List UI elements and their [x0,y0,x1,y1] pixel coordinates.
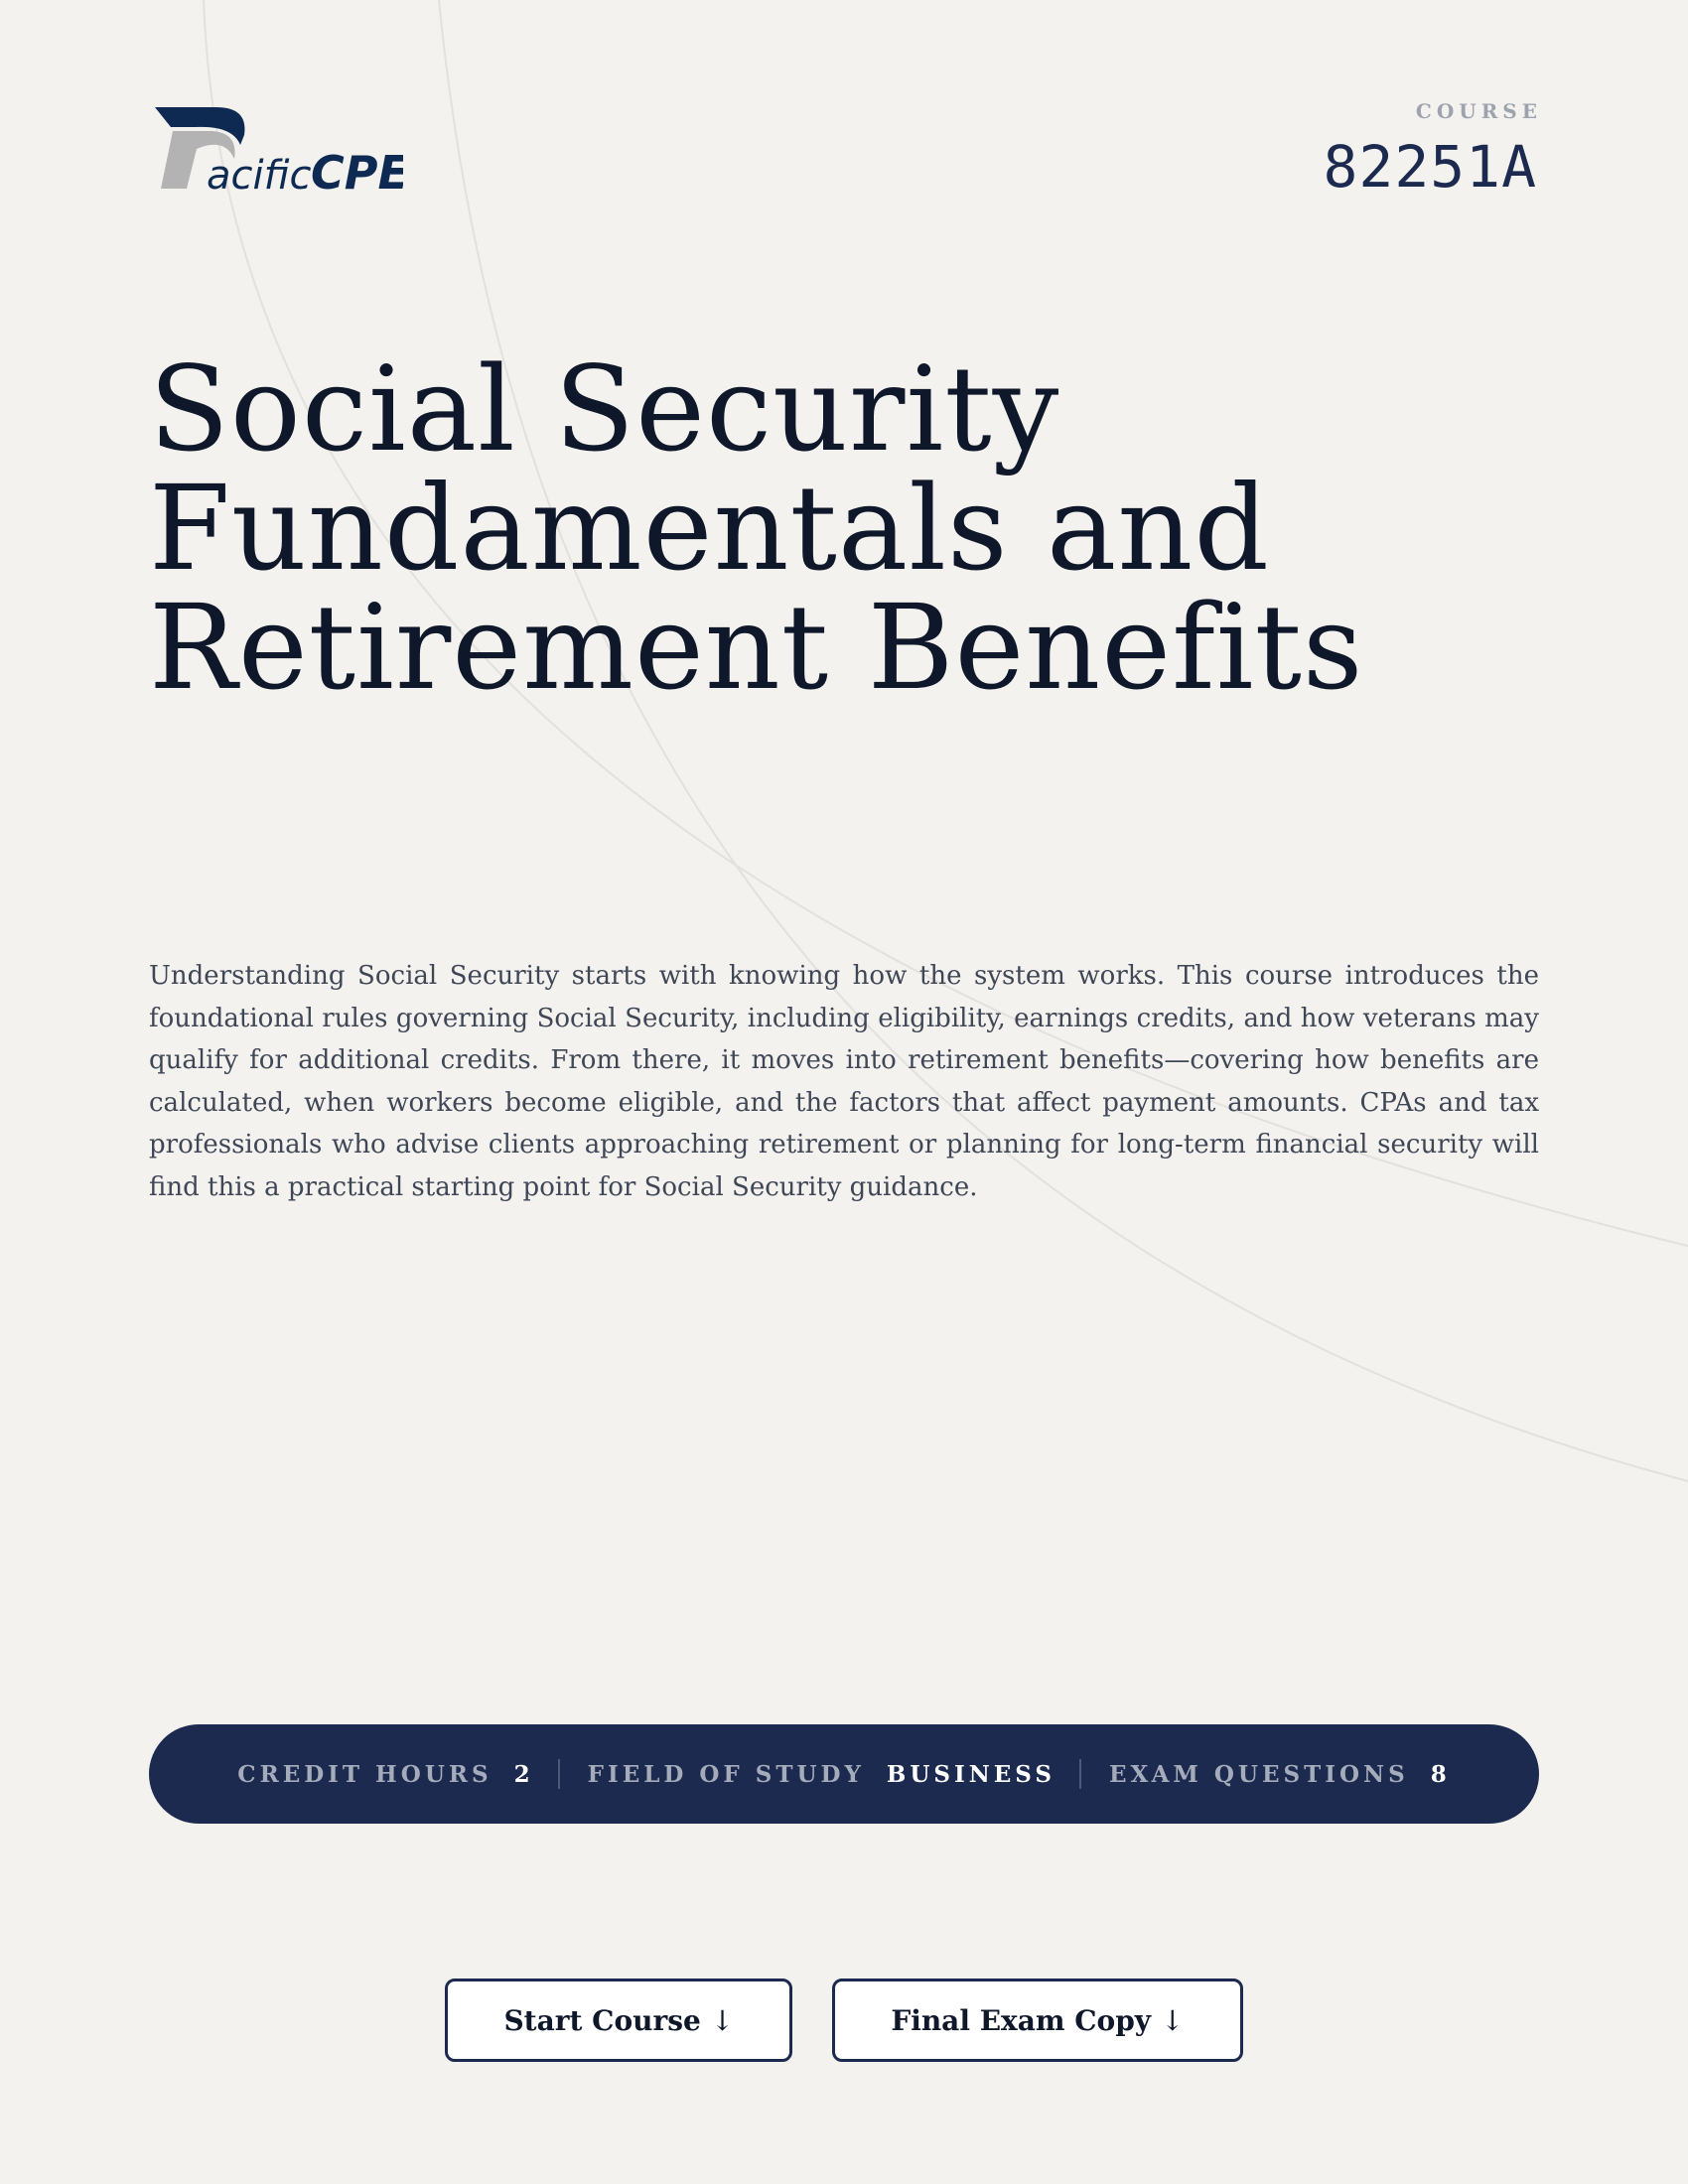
page-title: Social Security Fundamentals and Retirement Benefits [149,341,1364,716]
field-of-study-label: FIELD OF STUDY [587,1760,865,1788]
credit-hours-value: 2 [513,1760,534,1788]
exam-questions-label: EXAM QUESTIONS [1109,1760,1409,1788]
course-stats-bar [149,1724,1539,1824]
stat-divider [1079,1759,1081,1789]
final-exam-copy-label: Final Exam Copy [891,2003,1152,2037]
field-of-study-value: BUSINESS [886,1760,1056,1788]
field-of-study-stat [588,1761,1055,1788]
arrow-down-icon: ↓ [710,2003,735,2037]
start-course-button[interactable] [445,1979,792,2062]
course-identifier [1323,99,1542,201]
course-label: COURSE [1415,99,1542,123]
final-exam-copy-button[interactable] [832,1979,1242,2062]
arrow-down-icon: ↓ [1161,2003,1185,2037]
credit-hours-label: CREDIT HOURS [237,1760,492,1788]
logo-mark [155,107,403,197]
svg-text:CPE: CPE [311,146,403,197]
svg-text:acific: acific [207,153,312,197]
start-course-label: Start Course [503,2003,701,2037]
stat-divider [558,1759,560,1789]
exam-questions-value: 8 [1430,1760,1451,1788]
action-buttons [0,1979,1688,2062]
credit-hours-stat [237,1761,533,1788]
course-number: 82251A [1323,133,1537,201]
exam-questions-stat [1109,1761,1451,1788]
course-description: Understanding Social Security starts with knowing how the system works. This course introduces the foundational rules governing Social Security, including eligibility, earnings credits, and how veterans may qualify for additional credits. From there, it moves into retirement benefits—covering how benefits are calculated, when workers become eligible, and the factors that affect payment amounts. CPAs and tax professionals who advise clients approaching retirement or planning for long-term financial security will find this a practical starting point for Social Security guidance. [149,961,1539,1202]
pacificcpe-logo[interactable] [155,107,403,197]
